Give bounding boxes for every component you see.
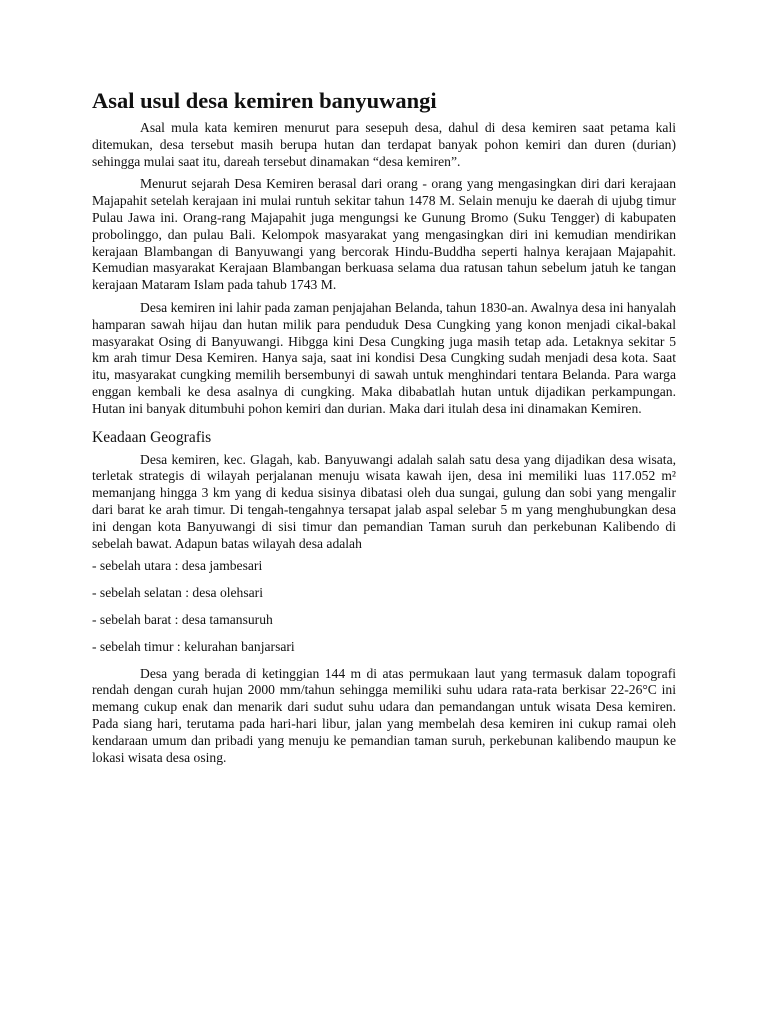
list-item: - sebelah timur : kelurahan banjarsari [92, 638, 295, 654]
page-title: Asal usul desa kemiren banyuwangi [92, 88, 437, 113]
list-item: - sebelah barat : desa tamansuruh [92, 611, 273, 627]
paragraph: Desa kemiren, kec. Glagah, kab. Banyuwangi adalah salah satu desa yang dijadikan desa wisata, terletak strategis di wilayah perjalanan menuju wisata kawah ijen, desa ini memiliki luas 117.052 m² memanjang hingga 3 km yang di kedua sisinya dibatasi oleh dua sungai, gulung dan sobi yang mengalir dari barat ke arah timur. Di tengah-tengahnya tersapat jalab aspal selebar 5 m yang menghubungkan desa ini dengan kota Banyuwangi di sisi timur dan pemandian Taman suruh dan perkebunan Kalibendo di sebelah bawat. Adapun batas wilayah desa adalah [92, 451, 676, 551]
paragraph: Desa yang berada di ketinggian 144 m di atas permukaan laut yang termasuk dalam topografi rendah dengan curah hujan 2000 mm/tahun sehingga memiliki suhu udara rata-rata berkisar 22-26°C ini memang cukup enak dan menarik dari sudut suhu udara dan pemandangan untuk wisata Desa kemiren. Pada siang hari, terutama pada hari-hari libur, jalan yang membelah desa kemiren ini cukup ramai oleh kendaraan umum dan pribadi yang menuju ke pemandian taman suruh, perkebunan kalibendo maupun ke lokasi wisata desa osing. [92, 665, 676, 765]
list-item: - sebelah utara : desa jambesari [92, 558, 263, 574]
list-item: - sebelah selatan : desa olehsari [92, 585, 263, 601]
section-heading: Keadaan Geografis [92, 428, 212, 446]
border-list [92, 558, 676, 655]
paragraph: Desa kemiren ini lahir pada zaman penjajahan Belanda, tahun 1830-an. Awalnya desa ini hanyalah hamparan sawah hijau dan hutan milik para penduduk Desa Cungking yang konon menjadi cikal-bakal masyarakat Osing di Banyuwangi. Hibgga kini Desa Cungking juga masih tetap ada. Letaknya sekitar 5 km arah timur Desa Kemiren. Hanya saja, saat ini kondisi Desa Cungking sudah menjadi desa kota. Saat itu, masyarakat cungking memilih bersembunyi di sawah untuk menghindari tentara Belanda. Para warga enggan kembali ke desa asalnya di cungking. Maka dibabatlah hutan untuk dijadikan perkampungan. Hutan ini banyak ditumbuhi pohon kemiri dan durian. Maka dari itulah desa ini dinamakan Kemiren. [92, 299, 676, 416]
paragraph: Menurut sejarah Desa Kemiren berasal dari orang - orang yang mengasingkan diri dari kerajaan Majapahit setelah kerajaan ini mulai runtuh sekitar tahun 1478 M. Selain menuju ke daerah di ujubg timur Pulau Jawa ini. Orang-rang Majapahit juga mengungsi ke Gunung Bromo (Suku Tengger) di kabupaten probolinggo, dan pulau Bali. Kelompok masyarakat yang mengasingkan diri ini kemudian mendirikan kerajaan Blambangan di Banyuwangi yang bercorak Hindu-Buddha seperti halnya kerajaan Majapahit. Kemudian masyarakat Kerajaan Blambangan berkuasa selama dua ratusan tahun sebelum jatuh ke tangan kerajaan Mataram Islam pada tahub 1743 M. [92, 176, 676, 293]
paragraph: Asal mula kata kemiren menurut para sesepuh desa, dahul di desa kemiren saat petama kali ditemukan, desa tersebut masih berupa hutan dan terdapat banyak pohon kemiri dan duren (durian) sehingga mulai saat itu, dareah tersebut dinamakan “desa kemiren”. [92, 120, 676, 169]
